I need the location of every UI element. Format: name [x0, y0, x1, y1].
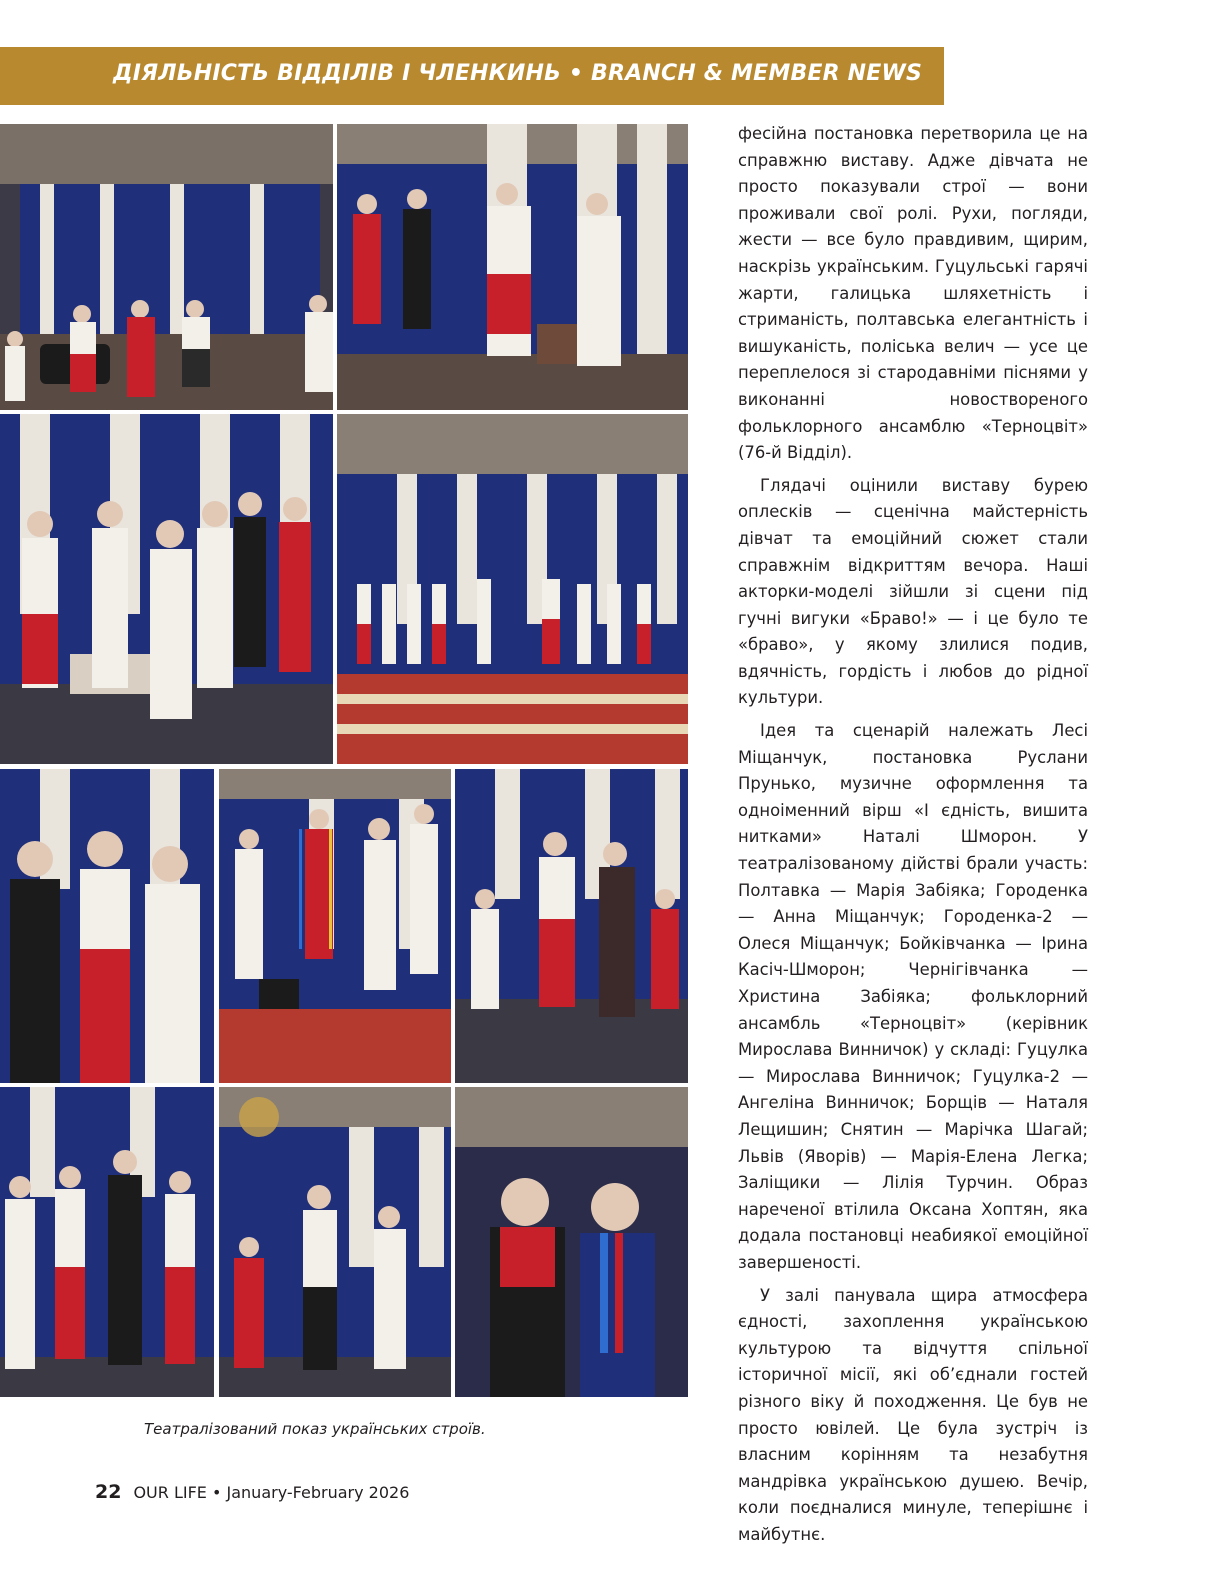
photo-hutsul-dance [455, 769, 688, 1083]
photo-two-singers-microphone [455, 1087, 688, 1397]
section-header-band [0, 47, 944, 105]
photo-caption: Театралізований показ українських строїв. [144, 1420, 486, 1438]
page-footer [95, 1481, 409, 1503]
article-paragraph: Ідея та сценарій належать Лесі Міщанчук, постановка Руслани Прунько, музичне оформлення та одноіменний вірш «І єдність, вишита нитками» Наталі Шморон. У театралізованому дійстві брали участь: Полтавка — Марія Забіяка; Городенка — Анна Міщанчук; Городенка-2 — Олеся Міщанчук; Бойківчанка — Ірина Касіч-Шморон; Чернігівчанка — Христина Забіяка; фольклорний ансамбль «Терноцвіт» (керівник Мирослава Винничок) у складі: Гуцулка — Мирослава Винничок; Гуцулка-2 — Ангеліна Винничок; Борщів — Наталя Лещишин; Снятин — Марічка Шагай; Львів (Яворів) — Марія-Елена Легка; Заліщики — Лілія Турчин. Образ нареченої втілила Оксана Хоптян, яка додала постановці неабиякої емоційної завершеності. [738, 721, 1088, 1272]
article-paragraph: У залі панувала щира атмосфера єдності, захоплення українською культурою та відчуття спільної історичної місії, які об’єднали гостей різного віку й походження. Це був не просто ювілей. Це була зустріч із власним корінням та незабутня мандрівка українською душею. Вечір, коли поєдналися минуле, теперішнє і майбутнє. [738, 1285, 1088, 1544]
photo-performers-left-stage [0, 124, 333, 410]
page-number: 22 [95, 1481, 122, 1503]
photo-three-performers-closeup [0, 769, 214, 1083]
article-paragraph: Глядачі оцінили виставу бурею оплесків — сценічна майстерність дівчат та емоційний сюжет стали справжнім відкриттям вечора. Наші акторки-моделі зійшли зі сцени під гучні вигуки «Браво!» — і це було те «браво», у якому злилися подив, вдячність, гордість і любов до рідної культури. [738, 475, 1088, 708]
article-body [738, 121, 1088, 1554]
photo-group-bottom-left [0, 1087, 214, 1397]
publication-name: OUR LIFE • January-February 2026 [133, 1483, 410, 1502]
photo-performers-center-stage [337, 124, 688, 410]
photo-singers-chandelier [219, 1087, 451, 1397]
section-title: ДІЯЛЬНІСТЬ ВІДДІЛІВ І ЧЛЕНКИНЬ • BRANCH & MEMBER NEWS [112, 61, 922, 86]
photo-bride-seated-scene [0, 414, 333, 764]
article-paragraph: фесійна постановка перетворила це на справжню виставу. Адже дівчата не просто показували строї — вони проживали свої ролі. Рухи, погляди, жести — все було правдивим, щирим, наскрізь українським. Гуцульські гарячі жарти, галицька шляхетність і стриманість, полтавська елегантність і вишуканість, поліська велич — усе це переплелося зі стародавніми піснями у виконанні новоствореного фольклорного ансамблю «Терноцвіт» (76-й Відділ). [738, 124, 1088, 463]
photo-full-ensemble-stage [337, 414, 688, 764]
photo-ribbon-scene [219, 769, 451, 1083]
